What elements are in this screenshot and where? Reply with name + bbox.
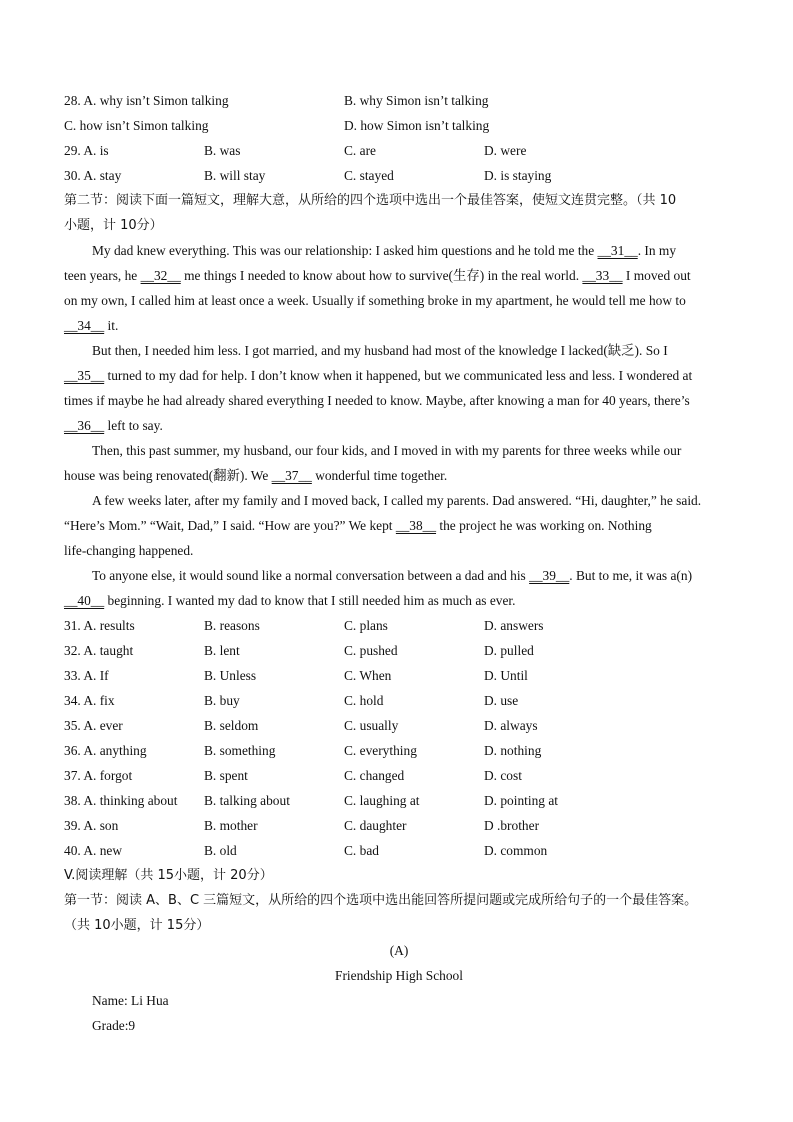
option-d: D .brother [484,818,540,833]
option-c: C. how isn’t Simon talking [64,118,209,133]
blank-36: __36__ [64,418,105,433]
passage-line: life-changing happened. [64,543,194,558]
option-c: C. plans [344,618,388,633]
option-a: 38. A. thinking about [64,793,178,808]
question-row [64,138,734,163]
option-row [64,813,734,838]
option-row [64,713,734,738]
option-b: B. Unless [204,668,257,683]
option-b: B. why Simon isn’t talking [344,93,489,108]
blank-40: __40__ [64,593,105,608]
student-grade: Grade:9 [92,1018,136,1033]
option-b: B. something [204,743,276,758]
option-a: 37. A. forgot [64,768,133,783]
option-a: 40. A. new [64,843,123,858]
option-row [64,688,734,713]
option-b: B. reasons [204,618,260,633]
option-d: D. Until [484,668,528,683]
option-row [64,638,734,663]
options-list [64,613,734,863]
passage-line: To anyone else, it would sound like a normal conversation between a dad and his __39__. But to me, it was a(n) [92,568,693,583]
option-c: C. everything [344,743,417,758]
option-c: C. daughter [344,818,407,833]
option-row [64,613,734,638]
student-name: Name: Li Hua [92,993,169,1008]
option-d: D. cost [484,768,522,783]
blank-34: __34__ [64,318,105,333]
option-c: C. hold [344,693,384,708]
part-title: V.阅读理解（共 15小题，计 20分） [64,868,273,883]
option-c: C. When [344,668,392,683]
school-name: Friendship High School [335,968,463,983]
option-d: D. answers [484,618,544,633]
option-b: B. spent [204,768,248,783]
passage-line: But then, I needed him less. I got married, and my husband had most of the knowledge I lacked(缺乏). So I [92,343,668,358]
exam-page [64,88,734,1038]
option-row [64,788,734,813]
option-row [64,763,734,788]
option-c: C. laughing at [344,793,420,808]
section-instruction: 第一节：阅读 A、B、C 三篇短文，从所给的四个选项中选出能回答所提问题或完成所给句子的一个最佳答案。 [64,893,698,908]
passage-line: teen years, he __32__ me things I needed to know about how to survive(生存) in the real world. __33__ I moved out [64,268,691,283]
passage-line: A few weeks later, after my family and I moved back, I called my parents. Dad answered. “Hi, daughter,” he said. [92,493,702,508]
option-c: C. are [344,143,376,158]
option-row [64,738,734,763]
question-row [64,163,734,188]
option-b: B. lent [204,643,240,658]
blank-38: __38__ [395,518,437,533]
option-d: D. use [484,693,519,708]
option-d: D. nothing [484,743,542,758]
option-d: D. always [484,718,538,733]
option-b: B. will stay [204,168,266,183]
option-a: 33. A. If [64,668,109,683]
option-a: 30. A. stay [64,168,122,183]
option-a: 32. A. taught [64,643,134,658]
option-b: B. seldom [204,718,259,733]
option-b: B. talking about [204,793,290,808]
option-b: B. buy [204,693,240,708]
section-instruction: （共 10小题，计 15分） [64,918,210,933]
option-a: 35. A. ever [64,718,123,733]
blank-32: __32__ [140,268,181,283]
option-a: 36. A. anything [64,743,147,758]
passage-line: __40__ beginning. I wanted my dad to know that I still needed him as much as ever. [64,593,516,608]
passage-line: on my own, I called him at least once a week. Usually if something broke in my apartment, he would tell me how to [64,293,686,308]
option-a: 28. A. why isn’t Simon talking [64,93,229,108]
passage-label: (A) [389,943,409,958]
passage-line: Then, this past summer, my husband, our four kids, and I moved in with my parents for three weeks while our [92,443,682,458]
option-a: 31. A. results [64,618,135,633]
passage-line: __34__ it. [64,318,119,333]
option-c: C. bad [344,843,379,858]
option-d: D. is staying [484,168,552,183]
passage-line: times if maybe he had already shared everything I needed to know. Maybe, after knowing a man for 40 years, there’s [64,393,690,408]
option-d: D. how Simon isn’t talking [344,118,490,133]
option-c: C. pushed [344,643,398,658]
passage-line: house was being renovated(翻新). We __37__ wonderful time together. [64,468,448,483]
question-row [64,88,734,113]
blank-37: __37__ [271,468,312,483]
option-a: 39. A. son [64,818,119,833]
option-c: C. changed [344,768,405,783]
passage-line: “Here’s Mom.” “Wait, Dad,” I said. “How are you?” We kept __38__ the project he was working on. Nothing [64,518,652,533]
blank-35: __35__ [64,368,105,383]
option-d: D. pulled [484,643,534,658]
blank-33: __33__ [582,268,623,283]
passage-line: __35__ turned to my dad for help. I don’t know when it happened, but we communicated less and less. I wondered at [64,368,693,383]
option-row [64,838,734,863]
passage-line: __36__ left to say. [64,418,163,433]
option-a: 34. A. fix [64,693,115,708]
question-row [64,113,734,138]
option-a: 29. A. is [64,143,109,158]
passage-line: My dad knew everything. This was our relationship: I asked him questions and he told me the __31__. In my [92,243,677,258]
blank-39: __39__ [529,568,570,583]
section-instruction: 小题，计 10分） [64,218,163,233]
blank-31: __31__ [597,243,638,258]
option-d: D. pointing at [484,793,559,808]
option-b: B. old [204,843,237,858]
option-d: D. were [484,143,527,158]
option-c: C. usually [344,718,399,733]
option-row [64,663,734,688]
option-b: B. was [204,143,241,158]
option-b: B. mother [204,818,258,833]
option-d: D. common [484,843,548,858]
option-c: C. stayed [344,168,394,183]
section-instruction: 第二节：阅读下面一篇短文，理解大意，从所给的四个选项中选出一个最佳答案，使短文连贯完整。（共 10 [64,193,677,208]
